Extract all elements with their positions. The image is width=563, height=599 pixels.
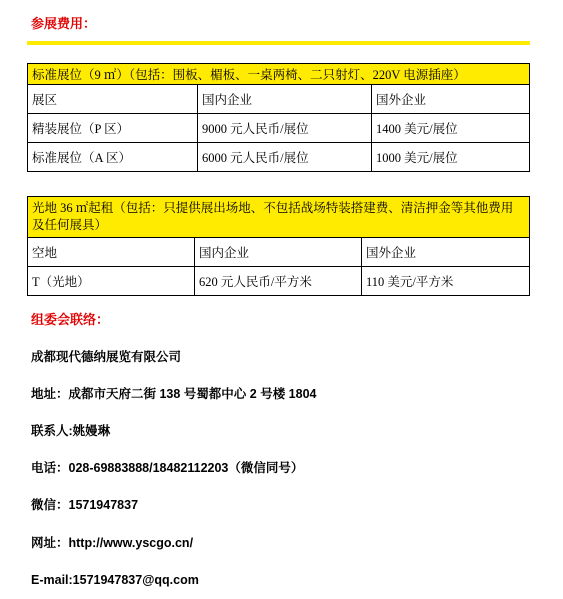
website-link[interactable]: 网址：http://www.yscgo.cn/: [31, 536, 194, 550]
space-table-banner: 光地 36 ㎡起租（包括：只提供展出场地、不包括战场特装搭建费、清洁押金等其他费用及任何展具）: [28, 197, 530, 238]
table-header-cell: 国外企业: [372, 85, 530, 114]
booth-table-banner-row: [28, 64, 530, 85]
space-table-banner-row: [28, 197, 530, 238]
company-name: 成都现代德纳展览有限公司: [31, 350, 182, 364]
table-header-cell: 国外企业: [362, 238, 530, 267]
table-row: [28, 114, 530, 143]
table-header-cell: 空地: [28, 238, 195, 267]
table-cell: 620 元人民币/平方米: [195, 267, 362, 296]
phone-line: 电话：028-69883888/18482112203（微信同号）: [31, 461, 304, 475]
space-price-table: [27, 196, 530, 296]
contact-heading: 组委会联络：: [31, 312, 110, 327]
booth-table-banner: 标准展位（9 ㎡）（包括：围板、楣板、一桌两椅、二只射灯、220V 电源插座）: [28, 64, 530, 85]
table-cell: 1400 美元/展位: [372, 114, 530, 143]
table-row: [28, 267, 530, 296]
table-cell: 9000 元人民币/展位: [198, 114, 372, 143]
table-header-cell: 展区: [28, 85, 198, 114]
table-cell: 标准展位（A 区）: [28, 143, 198, 172]
table-header-row: [28, 85, 530, 114]
table-header-row: [28, 238, 530, 267]
table-cell: 精装展位（P 区）: [28, 114, 198, 143]
table-row: [28, 143, 530, 172]
table-header-cell: 国内企业: [195, 238, 362, 267]
contact-person: 联系人:姚嫚琳: [31, 424, 111, 438]
fees-heading: 参展费用：: [31, 16, 97, 31]
table-cell: 110 美元/平方米: [362, 267, 530, 296]
table-cell: T（光地）: [28, 267, 195, 296]
yellow-divider: [27, 41, 530, 45]
booth-price-table: [27, 63, 530, 172]
address-line: 地址：成都市天府二街 138 号蜀都中心 2 号楼 1804: [31, 387, 317, 401]
email-link[interactable]: E-mail:1571947837@qq.com: [31, 573, 199, 587]
wechat-line: 微信：1571947837: [31, 498, 139, 512]
table-cell: 1000 美元/展位: [372, 143, 530, 172]
table-header-cell: 国内企业: [198, 85, 372, 114]
table-cell: 6000 元人民币/展位: [198, 143, 372, 172]
